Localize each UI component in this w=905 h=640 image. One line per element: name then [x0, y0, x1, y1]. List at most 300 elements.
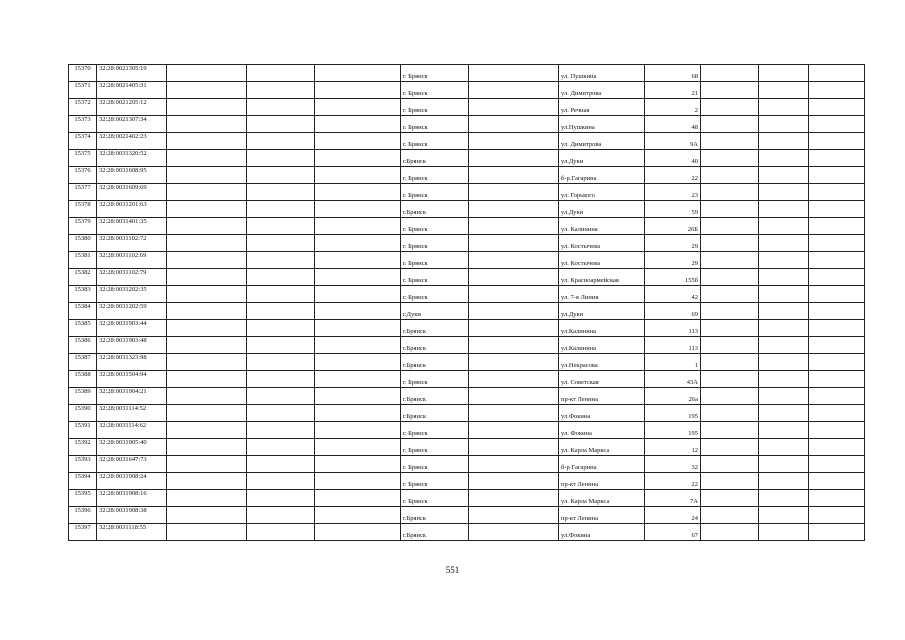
city-cell: г. Брянск — [401, 490, 469, 507]
city-cell: г.Брянск — [401, 150, 469, 167]
city-cell: г.Дуки — [401, 303, 469, 320]
city-cell: г.Брянск — [401, 354, 469, 371]
empty-cell — [701, 65, 759, 82]
street-cell: ул.Фокина — [559, 405, 645, 422]
cadastral-number-cell: 32:28:0031202:59 — [97, 303, 167, 320]
street-cell: ул. Димитрова — [559, 82, 645, 99]
cadastral-number-cell: 32:28:0031114:52 — [97, 405, 167, 422]
street-cell: б-р Гагарина — [559, 456, 645, 473]
empty-cell — [167, 116, 247, 133]
table-row — [69, 303, 865, 320]
empty-cell — [247, 133, 315, 150]
city-cell: г. Брянск — [401, 252, 469, 269]
cadastral-number-cell: 32:28:0031609:69 — [97, 184, 167, 201]
empty-cell — [315, 439, 401, 456]
empty-cell — [759, 218, 809, 235]
empty-cell — [247, 422, 315, 439]
empty-cell — [315, 150, 401, 167]
empty-cell — [469, 99, 559, 116]
street-cell: ул. Костычева — [559, 252, 645, 269]
street-cell: ул. Костычева — [559, 235, 645, 252]
house-number-cell: 68 — [645, 65, 701, 82]
empty-cell — [759, 337, 809, 354]
row-number-cell: 15378 — [69, 201, 97, 218]
empty-cell — [315, 405, 401, 422]
street-cell: ул. Речная — [559, 99, 645, 116]
empty-cell — [315, 371, 401, 388]
empty-cell — [167, 184, 247, 201]
empty-cell — [759, 286, 809, 303]
empty-cell — [759, 354, 809, 371]
cadastral-number-cell: 32:28:0031401:35 — [97, 218, 167, 235]
row-number-cell: 15380 — [69, 235, 97, 252]
street-cell: пр-кт Ленина — [559, 473, 645, 490]
empty-cell — [809, 218, 865, 235]
city-cell: г. Брянск — [401, 133, 469, 150]
empty-cell — [809, 99, 865, 116]
street-cell: ул. 7-я Линия — [559, 286, 645, 303]
table-row — [69, 456, 865, 473]
empty-cell — [315, 201, 401, 218]
empty-cell — [469, 235, 559, 252]
house-number-cell: 113 — [645, 320, 701, 337]
street-cell: ул. Карла Маркса — [559, 490, 645, 507]
cadastral-number-cell: 32:28:0031201:63 — [97, 201, 167, 218]
empty-cell — [759, 507, 809, 524]
empty-cell — [701, 337, 759, 354]
empty-cell — [315, 524, 401, 541]
cadastral-number-cell: 32:28:0031323:98 — [97, 354, 167, 371]
empty-cell — [167, 133, 247, 150]
table-row — [69, 82, 865, 99]
empty-cell — [809, 507, 865, 524]
row-number-cell: 15387 — [69, 354, 97, 371]
city-cell: г. Брянск — [401, 422, 469, 439]
empty-cell — [315, 269, 401, 286]
city-cell: г. Брянск — [401, 99, 469, 116]
table-row — [69, 133, 865, 150]
empty-cell — [167, 337, 247, 354]
table-row — [69, 167, 865, 184]
empty-cell — [701, 490, 759, 507]
empty-cell — [167, 320, 247, 337]
table-row — [69, 286, 865, 303]
empty-cell — [809, 201, 865, 218]
empty-cell — [247, 167, 315, 184]
empty-cell — [167, 473, 247, 490]
empty-cell — [247, 65, 315, 82]
empty-cell — [247, 388, 315, 405]
empty-cell — [701, 252, 759, 269]
empty-cell — [247, 286, 315, 303]
house-number-cell: 1 — [645, 354, 701, 371]
empty-cell — [247, 184, 315, 201]
empty-cell — [247, 337, 315, 354]
empty-cell — [247, 201, 315, 218]
empty-cell — [759, 99, 809, 116]
street-cell: ул. Карла Маркса — [559, 439, 645, 456]
empty-cell — [315, 490, 401, 507]
empty-cell — [247, 99, 315, 116]
table-row — [69, 65, 865, 82]
empty-cell — [247, 405, 315, 422]
empty-cell — [809, 133, 865, 150]
empty-cell — [167, 99, 247, 116]
house-number-cell: 67 — [645, 524, 701, 541]
cadastral-number-cell: 32:28:0031118:55 — [97, 524, 167, 541]
city-cell: г. Брянск — [401, 456, 469, 473]
empty-cell — [759, 82, 809, 99]
empty-cell — [167, 235, 247, 252]
street-cell: ул. Советская — [559, 371, 645, 388]
empty-cell — [759, 320, 809, 337]
house-number-cell: 22 — [645, 167, 701, 184]
row-number-cell: 15386 — [69, 337, 97, 354]
empty-cell — [759, 490, 809, 507]
empty-cell — [809, 65, 865, 82]
empty-cell — [469, 439, 559, 456]
empty-cell — [759, 405, 809, 422]
empty-cell — [809, 439, 865, 456]
street-cell: ул.Фокина — [559, 524, 645, 541]
house-number-cell: 48 — [645, 116, 701, 133]
empty-cell — [167, 405, 247, 422]
empty-cell — [315, 456, 401, 473]
empty-cell — [315, 337, 401, 354]
street-cell: ул.Калинина — [559, 320, 645, 337]
city-cell: г.Брянск — [401, 320, 469, 337]
empty-cell — [469, 456, 559, 473]
empty-cell — [759, 150, 809, 167]
empty-cell — [315, 507, 401, 524]
empty-cell — [247, 473, 315, 490]
cadastral-number-cell: 32:28:0031905:40 — [97, 439, 167, 456]
empty-cell — [809, 490, 865, 507]
empty-cell — [701, 286, 759, 303]
house-number-cell: 7А — [645, 490, 701, 507]
house-number-cell: 21 — [645, 82, 701, 99]
empty-cell — [315, 82, 401, 99]
empty-cell — [701, 456, 759, 473]
row-number-cell: 15382 — [69, 269, 97, 286]
street-cell: пр-кт Ленина — [559, 507, 645, 524]
row-number-cell: 15392 — [69, 439, 97, 456]
city-cell: г. Брянск — [401, 65, 469, 82]
cadastral-number-cell: 32:28:0021205:12 — [97, 99, 167, 116]
row-number-cell: 15383 — [69, 286, 97, 303]
empty-cell — [809, 184, 865, 201]
empty-cell — [809, 473, 865, 490]
empty-cell — [469, 371, 559, 388]
table-row — [69, 507, 865, 524]
empty-cell — [247, 269, 315, 286]
table-row — [69, 490, 865, 507]
city-cell: г. Брянск — [401, 439, 469, 456]
table-row — [69, 269, 865, 286]
cadastral-number-cell: 32:28:0031908:24 — [97, 473, 167, 490]
empty-cell — [469, 133, 559, 150]
table-row — [69, 184, 865, 201]
empty-cell — [315, 133, 401, 150]
empty-cell — [759, 473, 809, 490]
empty-cell — [315, 99, 401, 116]
cadastral-number-cell: 32:28:0031202:35 — [97, 286, 167, 303]
table-body — [69, 65, 865, 541]
empty-cell — [469, 65, 559, 82]
cadastral-number-cell: 32:28:0031908:38 — [97, 507, 167, 524]
cadastral-number-cell: 32:28:0031320:52 — [97, 150, 167, 167]
row-number-cell: 15374 — [69, 133, 97, 150]
row-number-cell: 15391 — [69, 422, 97, 439]
empty-cell — [469, 269, 559, 286]
empty-cell — [469, 337, 559, 354]
city-cell: г.Брянск — [401, 405, 469, 422]
empty-cell — [809, 405, 865, 422]
empty-cell — [809, 116, 865, 133]
empty-cell — [701, 439, 759, 456]
street-cell: б-р.Гагарина — [559, 167, 645, 184]
row-number-cell: 15381 — [69, 252, 97, 269]
empty-cell — [167, 201, 247, 218]
empty-cell — [701, 303, 759, 320]
cadastral-number-cell: 32:28:0021305:19 — [97, 65, 167, 82]
table-row — [69, 337, 865, 354]
row-number-cell: 15372 — [69, 99, 97, 116]
empty-cell — [469, 303, 559, 320]
table-row — [69, 473, 865, 490]
cadastral-number-cell: 32:28:0031504:94 — [97, 371, 167, 388]
empty-cell — [809, 269, 865, 286]
street-cell: ул. Калинина — [559, 218, 645, 235]
cadastral-number-cell: 32:28:0021402:23 — [97, 133, 167, 150]
empty-cell — [809, 252, 865, 269]
table-row — [69, 354, 865, 371]
row-number-cell: 15373 — [69, 116, 97, 133]
city-cell: г. Брянск — [401, 82, 469, 99]
empty-cell — [469, 524, 559, 541]
street-cell: ул. Горького — [559, 184, 645, 201]
empty-cell — [315, 65, 401, 82]
city-cell: г. Брянск — [401, 116, 469, 133]
address-register-table — [68, 64, 865, 541]
house-number-cell: 40 — [645, 150, 701, 167]
empty-cell — [759, 184, 809, 201]
city-cell: г. Брянск — [401, 473, 469, 490]
cadastral-number-cell: 32:28:0031904:21 — [97, 388, 167, 405]
empty-cell — [167, 303, 247, 320]
empty-cell — [469, 286, 559, 303]
empty-cell — [469, 184, 559, 201]
row-number-cell: 15394 — [69, 473, 97, 490]
row-number-cell: 15385 — [69, 320, 97, 337]
house-number-cell: 195 — [645, 405, 701, 422]
city-cell: г. Брянск — [401, 286, 469, 303]
empty-cell — [701, 388, 759, 405]
empty-cell — [759, 201, 809, 218]
empty-cell — [701, 405, 759, 422]
city-cell: г. Брянск — [401, 167, 469, 184]
empty-cell — [167, 354, 247, 371]
street-cell: ул. Красноармейская — [559, 269, 645, 286]
empty-cell — [247, 320, 315, 337]
street-cell: пр-кт Ленина — [559, 388, 645, 405]
city-cell: г. Брянск — [401, 235, 469, 252]
empty-cell — [701, 354, 759, 371]
row-number-cell: 15390 — [69, 405, 97, 422]
empty-cell — [469, 320, 559, 337]
empty-cell — [759, 371, 809, 388]
empty-cell — [701, 99, 759, 116]
empty-cell — [315, 116, 401, 133]
empty-cell — [759, 524, 809, 541]
street-cell: ул.Дуки — [559, 201, 645, 218]
street-cell: ул. Пушкина — [559, 65, 645, 82]
empty-cell — [315, 167, 401, 184]
empty-cell — [809, 371, 865, 388]
city-cell: г. Брянск — [401, 184, 469, 201]
empty-cell — [469, 507, 559, 524]
cadastral-number-cell: 32:28:0031647:73 — [97, 456, 167, 473]
empty-cell — [247, 218, 315, 235]
table-row — [69, 422, 865, 439]
empty-cell — [701, 201, 759, 218]
empty-cell — [759, 422, 809, 439]
row-number-cell: 15388 — [69, 371, 97, 388]
street-cell: ул. Димитрова — [559, 133, 645, 150]
empty-cell — [469, 490, 559, 507]
empty-cell — [809, 286, 865, 303]
empty-cell — [167, 82, 247, 99]
empty-cell — [759, 235, 809, 252]
empty-cell — [469, 354, 559, 371]
house-number-cell: 23 — [645, 184, 701, 201]
empty-cell — [759, 65, 809, 82]
house-number-cell: 155б — [645, 269, 701, 286]
cadastral-number-cell: 32:28:0021405:31 — [97, 82, 167, 99]
empty-cell — [469, 150, 559, 167]
empty-cell — [809, 235, 865, 252]
empty-cell — [809, 456, 865, 473]
house-number-cell: 26Б — [645, 218, 701, 235]
empty-cell — [247, 303, 315, 320]
street-cell: ул. Фокина — [559, 422, 645, 439]
house-number-cell: 29 — [645, 235, 701, 252]
empty-cell — [247, 235, 315, 252]
city-cell: г.Брянск — [401, 201, 469, 218]
empty-cell — [167, 490, 247, 507]
empty-cell — [701, 133, 759, 150]
table-row — [69, 524, 865, 541]
street-cell: ул.Дуки — [559, 303, 645, 320]
empty-cell — [469, 218, 559, 235]
empty-cell — [701, 235, 759, 252]
cadastral-number-cell: 32:28:0021307:34 — [97, 116, 167, 133]
empty-cell — [759, 388, 809, 405]
table-row — [69, 99, 865, 116]
empty-cell — [469, 388, 559, 405]
street-cell: ул.Дуки — [559, 150, 645, 167]
house-number-cell: 29 — [645, 252, 701, 269]
row-number-cell: 15377 — [69, 184, 97, 201]
empty-cell — [809, 150, 865, 167]
city-cell: г. Брянск — [401, 269, 469, 286]
empty-cell — [701, 82, 759, 99]
empty-cell — [167, 524, 247, 541]
empty-cell — [315, 252, 401, 269]
empty-cell — [167, 167, 247, 184]
empty-cell — [247, 507, 315, 524]
table-row — [69, 405, 865, 422]
empty-cell — [247, 490, 315, 507]
empty-cell — [469, 201, 559, 218]
cadastral-number-cell: 32:28:0031908:16 — [97, 490, 167, 507]
row-number-cell: 15397 — [69, 524, 97, 541]
empty-cell — [701, 524, 759, 541]
city-cell: г. Брянск — [401, 218, 469, 235]
row-number-cell: 15395 — [69, 490, 97, 507]
cadastral-number-cell: 32:28:0031903:44 — [97, 320, 167, 337]
cadastral-number-cell: 32:28:0031102:72 — [97, 235, 167, 252]
empty-cell — [809, 388, 865, 405]
empty-cell — [167, 252, 247, 269]
empty-cell — [701, 371, 759, 388]
city-cell: г.Брянск — [401, 337, 469, 354]
empty-cell — [167, 371, 247, 388]
empty-cell — [701, 184, 759, 201]
row-number-cell: 15370 — [69, 65, 97, 82]
cadastral-number-cell: 32:28:0031114:62 — [97, 422, 167, 439]
empty-cell — [759, 116, 809, 133]
table-row — [69, 388, 865, 405]
house-number-cell: 24 — [645, 507, 701, 524]
row-number-cell: 15396 — [69, 507, 97, 524]
empty-cell — [469, 82, 559, 99]
empty-cell — [167, 439, 247, 456]
empty-cell — [759, 252, 809, 269]
empty-cell — [167, 456, 247, 473]
house-number-cell: 9А — [645, 133, 701, 150]
row-number-cell: 15389 — [69, 388, 97, 405]
empty-cell — [759, 439, 809, 456]
empty-cell — [315, 286, 401, 303]
empty-cell — [701, 150, 759, 167]
row-number-cell: 15371 — [69, 82, 97, 99]
row-number-cell: 15393 — [69, 456, 97, 473]
empty-cell — [701, 218, 759, 235]
house-number-cell: 22 — [645, 473, 701, 490]
empty-cell — [315, 218, 401, 235]
empty-cell — [315, 235, 401, 252]
empty-cell — [809, 524, 865, 541]
empty-cell — [167, 507, 247, 524]
empty-cell — [247, 82, 315, 99]
empty-cell — [247, 371, 315, 388]
street-cell: ул.Калинина — [559, 337, 645, 354]
empty-cell — [759, 133, 809, 150]
table-row — [69, 218, 865, 235]
empty-cell — [167, 269, 247, 286]
page-number: 551 — [445, 565, 460, 575]
empty-cell — [701, 473, 759, 490]
empty-cell — [469, 167, 559, 184]
empty-cell — [247, 354, 315, 371]
empty-cell — [701, 269, 759, 286]
empty-cell — [167, 388, 247, 405]
empty-cell — [315, 388, 401, 405]
empty-cell — [809, 422, 865, 439]
cadastral-number-cell: 32:28:0031608:95 — [97, 167, 167, 184]
house-number-cell: 32 — [645, 456, 701, 473]
